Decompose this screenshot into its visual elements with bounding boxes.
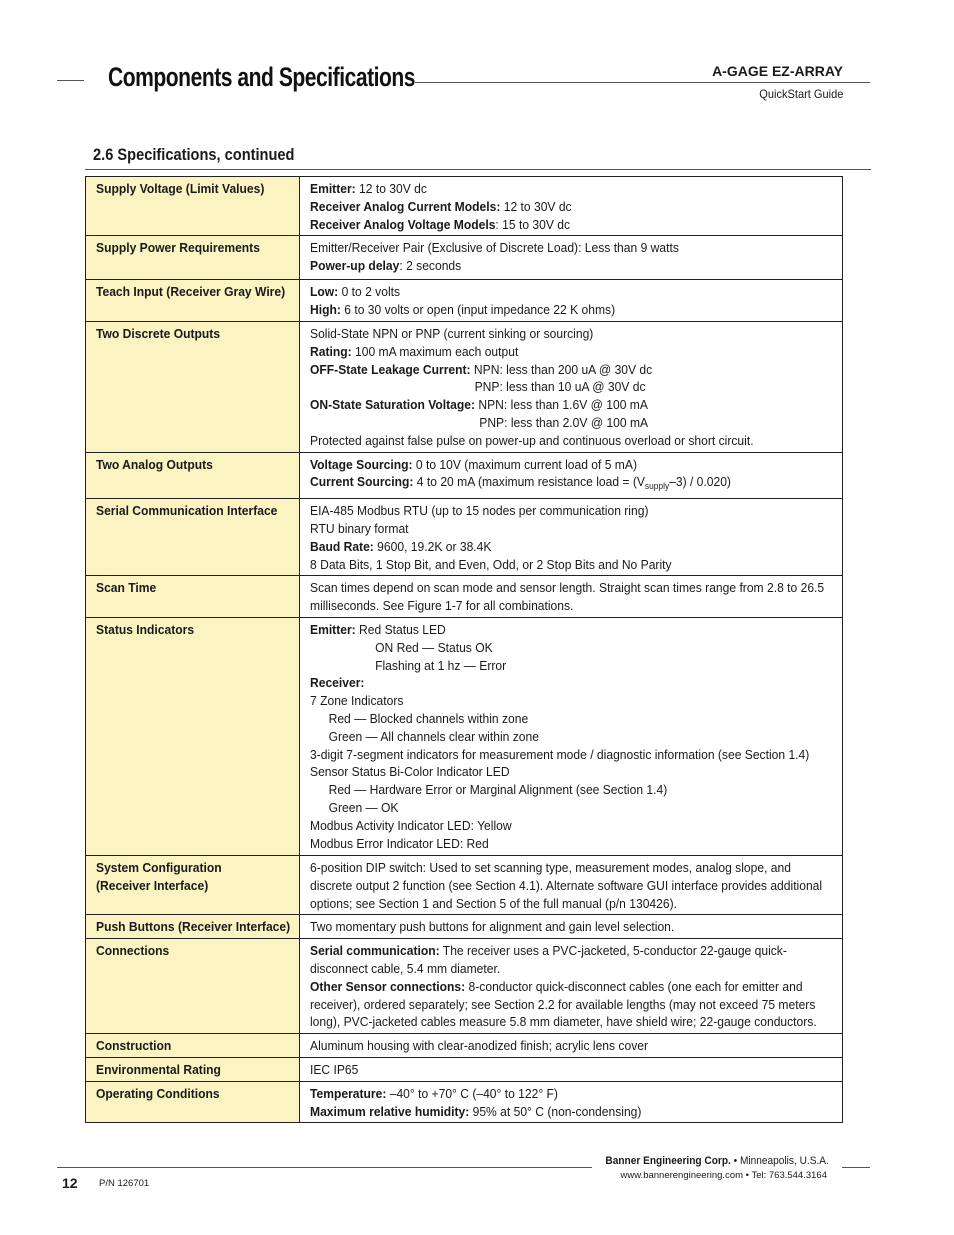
spec-value: EIA-485 Modbus RTU (up to 15 nodes per communication ring) RTU binary format Baud Rate: 9600, 19.2K or 38.4K 8 Data Bits, 1 Stop Bit, and Even, Odd, or 2 Stop Bits and No Parity	[300, 499, 843, 576]
spec-label: Push Buttons (Receiver Interface)	[86, 915, 300, 939]
spec-label: Supply Power Requirements	[86, 236, 300, 280]
footer-rule-right	[842, 1167, 870, 1168]
spec-label: Supply Voltage (Limit Values)	[86, 177, 300, 236]
spec-value: Emitter: Red Status LED ON Red — Status OK Flashing at 1 hz — Error Receiver: 7 Zone Indicators Red — Blocked channels within zone Green — All channels clear within zone 3-digit 7-segment indicators for measurement mode / diagnostic information (see Section 1.4) Sensor Status Bi-Color Indicator LED Red — Hardware Error or Marginal Alignment (see Section 1.4) Green — OK Modbus Activity Indicator LED: Yellow Modbus Error Indicator LED: Red	[300, 617, 843, 855]
spec-value: Emitter: 12 to 30V dc Receiver Analog Current Models: 12 to 30V dc Receiver Analog Voltage Models: 15 to 30V dc	[300, 177, 843, 236]
table-row	[86, 1081, 843, 1123]
table-row	[86, 236, 843, 280]
page-number: 12	[62, 1175, 78, 1191]
header-rule-left	[57, 80, 84, 81]
table-row	[86, 915, 843, 939]
table-row	[86, 1034, 843, 1058]
table-row	[86, 939, 843, 1034]
spec-label: Teach Input (Receiver Gray Wire)	[86, 280, 300, 322]
footer-rule-left	[57, 1167, 592, 1168]
guide-name: QuickStart Guide	[758, 87, 843, 101]
header-rule-right	[415, 82, 870, 83]
section-heading: 2.6 Specifications, continued	[93, 145, 295, 164]
spec-value: Scan times depend on scan mode and sensor length. Straight scan times range from 2.8 to 26.5 milliseconds. See Figure 1-7 for all combinations.	[300, 576, 843, 618]
spec-label: Construction	[86, 1034, 300, 1058]
table-row	[86, 1057, 843, 1081]
table-row	[86, 321, 843, 452]
spec-label: Serial Communication Interface	[86, 499, 300, 576]
spec-label: Two Discrete Outputs	[86, 321, 300, 452]
contact-line: www.bannerengineering.com • Tel: 763.544.3164	[620, 1170, 827, 1181]
table-row	[86, 280, 843, 322]
spec-value: Temperature: –40° to +70° C (–40° to 122° F) Maximum relative humidity: 95% at 50° C (non-condensing)	[300, 1081, 843, 1123]
spec-value: Voltage Sourcing: 0 to 10V (maximum current load of 5 mA) Current Sourcing: 4 to 20 mA (maximum resistance load = $(V_{supply}-3) / 0.020$)	[300, 452, 843, 499]
table-row	[86, 499, 843, 576]
spec-value: Emitter/Receiver Pair (Exclusive of Discrete Load): Less than 9 watts Power-up delay: 2 seconds	[300, 236, 843, 280]
spec-value: Serial communication: The receiver uses a PVC-jacketed, 5-conductor 22-gauge quick-disconnect cable, 5.4 mm diameter. Other Sensor connections: 8-conductor quick-disconnect cables (one each for emitter and receiver), ordered separately; see Section 2.2 for available lengths (may not exceed 75 meters long), PVC-jacketed cables measure 5.8 mm diameter, have shield wire; 22-gauge conductors.	[300, 939, 843, 1034]
spec-label: Scan Time	[86, 576, 300, 618]
spec-table	[85, 176, 843, 1123]
table-row	[86, 576, 843, 618]
page-title: Components and Specifications	[108, 62, 416, 92]
spec-label: System Configuration (Receiver Interface)	[86, 855, 300, 914]
table-row	[86, 617, 843, 855]
spec-value: Two momentary push buttons for alignment and gain level selection.	[300, 915, 843, 939]
spec-value: IEC IP65	[300, 1057, 843, 1081]
spec-label: Environmental Rating	[86, 1057, 300, 1081]
section-rule	[85, 169, 871, 170]
spec-label: Status Indicators	[86, 617, 300, 855]
spec-label: Two Analog Outputs	[86, 452, 300, 499]
spec-value: Aluminum housing with clear-anodized finish; acrylic lens cover	[300, 1034, 843, 1058]
spec-value: Low: 0 to 2 volts High: 6 to 30 volts or open (input impedance 22 K ohms)	[300, 280, 843, 322]
spec-label: Operating Conditions	[86, 1081, 300, 1123]
spec-value: 6-position DIP switch: Used to set scanning type, measurement modes, analog slope, and discrete output 2 function (see Section 4.1). Alternate software GUI interface provides additional options; see Section 1 and Section 5 of the full manual (p/n 130426).	[300, 855, 843, 914]
table-row	[86, 452, 843, 499]
company-line: Banner Engineering Corp. • Minneapolis, U.S.A.	[605, 1155, 829, 1167]
table-row	[86, 855, 843, 914]
product-name: A-GAGE EZ-ARRAY	[712, 63, 843, 79]
part-number: P/N 126701	[99, 1178, 150, 1189]
spec-label: Connections	[86, 939, 300, 1034]
spec-value: Solid-State NPN or PNP (current sinking or sourcing) Rating: 100 mA maximum each output OFF-State Leakage Current: NPN: less than 200 uA @ 30V dc PNP: less than 10 uA @ 30V dc ON-State Saturation Voltage: NPN: less than 1.6V @ 100 mA PNP: less than 2.0V @ 100 mA Protected against false pulse on power-up and continuous overload or short circuit.	[300, 321, 843, 452]
table-row	[86, 177, 843, 236]
